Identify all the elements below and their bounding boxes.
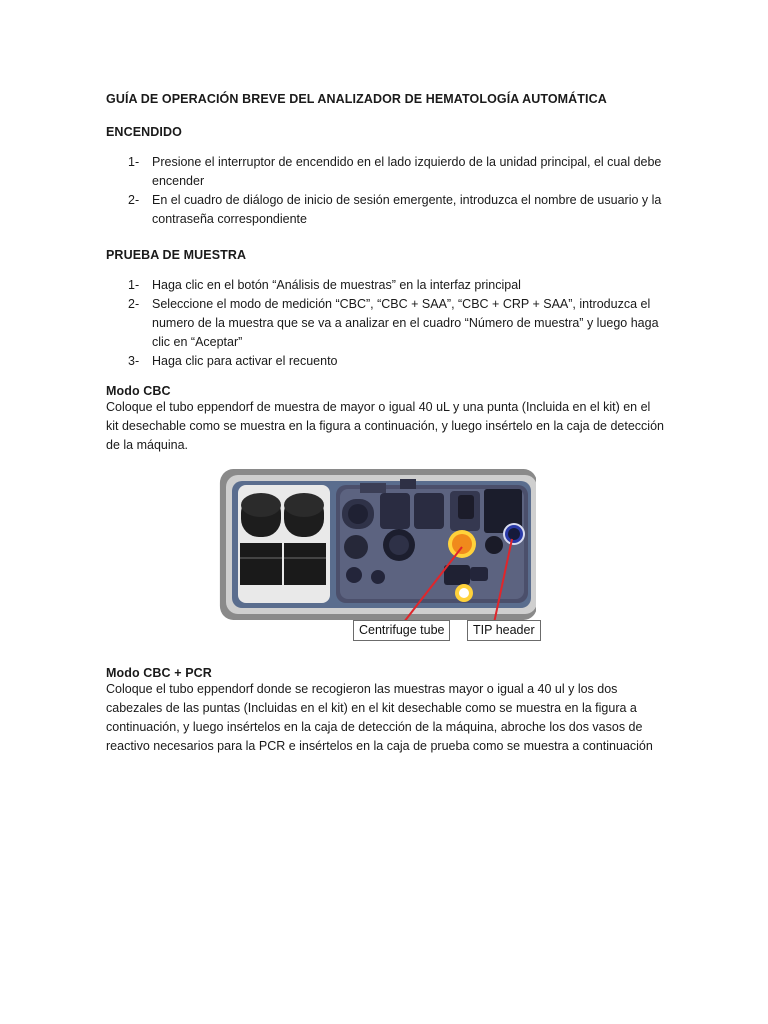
prueba-list [106, 276, 666, 371]
encendido-list [106, 153, 666, 229]
kit-figure [218, 467, 536, 648]
tip-header-label: TIP header [467, 620, 541, 641]
list-item [106, 276, 666, 295]
section-heading-modo-cbc-pcr: Modo CBC + PCR [106, 666, 212, 680]
list-item-number: 2- [128, 297, 140, 311]
list-item-number: 2- [128, 193, 140, 207]
list-item [106, 191, 666, 229]
list-item [106, 295, 666, 352]
section-heading-encendido: ENCENDIDO [106, 125, 182, 139]
list-item-number: 3- [128, 354, 140, 368]
section-heading-prueba: PRUEBA DE MUESTRA [106, 248, 247, 262]
list-item-text: Haga clic para activar el recuento [152, 354, 338, 368]
list-item-text: En el cuadro de diálogo de inicio de sesión emergente, introduzca el nombre de usuario y la contraseña correspondiente [152, 193, 662, 226]
list-item-text: Haga clic en el botón “Análisis de muestras” en la interfaz principal [152, 278, 521, 292]
list-item-number: 1- [128, 278, 140, 292]
modo-cbc-paragraph: Coloque el tubo eppendorf de muestra de mayor o igual 40 uL y una punta (Incluida en el kit) en el kit desechable como se muestra en la figura a continuación, y luego insértelo en la caja de detección de la máquina. [106, 400, 664, 452]
list-item-text: Presione el interruptor de encendido en el lado izquierdo de la unidad principal, el cual debe encender [152, 155, 662, 188]
list-item-number: 1- [128, 155, 140, 169]
list-item [106, 153, 666, 191]
centrifuge-tube-label: Centrifuge tube [353, 620, 450, 641]
list-item [106, 352, 666, 371]
section-heading-modo-cbc: Modo CBC [106, 384, 171, 398]
modo-cbc-pcr-paragraph: Coloque el tubo eppendorf donde se recogieron las muestras mayor o igual a 40 ul y los dos cabezales de las puntas (Incluidas en el kit) en el kit desechable como se muestra en la figura a continuación, y luego insértelos en la caja de detección de la máquina, abroche los dos vasos de reactivo necesarios para la PCR e insértelos en la caja de prueba como se muestra a continuación [106, 682, 653, 753]
list-item-text: Seleccione el modo de medición “CBC”, “CBC + SAA”, “CBC + CRP + SAA”, introduzca el numero de la muestra que se va a analizar en el cuadro “Número de muestra” y luego haga clic en “Aceptar” [152, 297, 659, 349]
document-page [106, 86, 666, 756]
document-title: GUÍA DE OPERACIÓN BREVE DEL ANALIZADOR DE HEMATOLOGÍA AUTOMÁTICA [106, 92, 607, 106]
